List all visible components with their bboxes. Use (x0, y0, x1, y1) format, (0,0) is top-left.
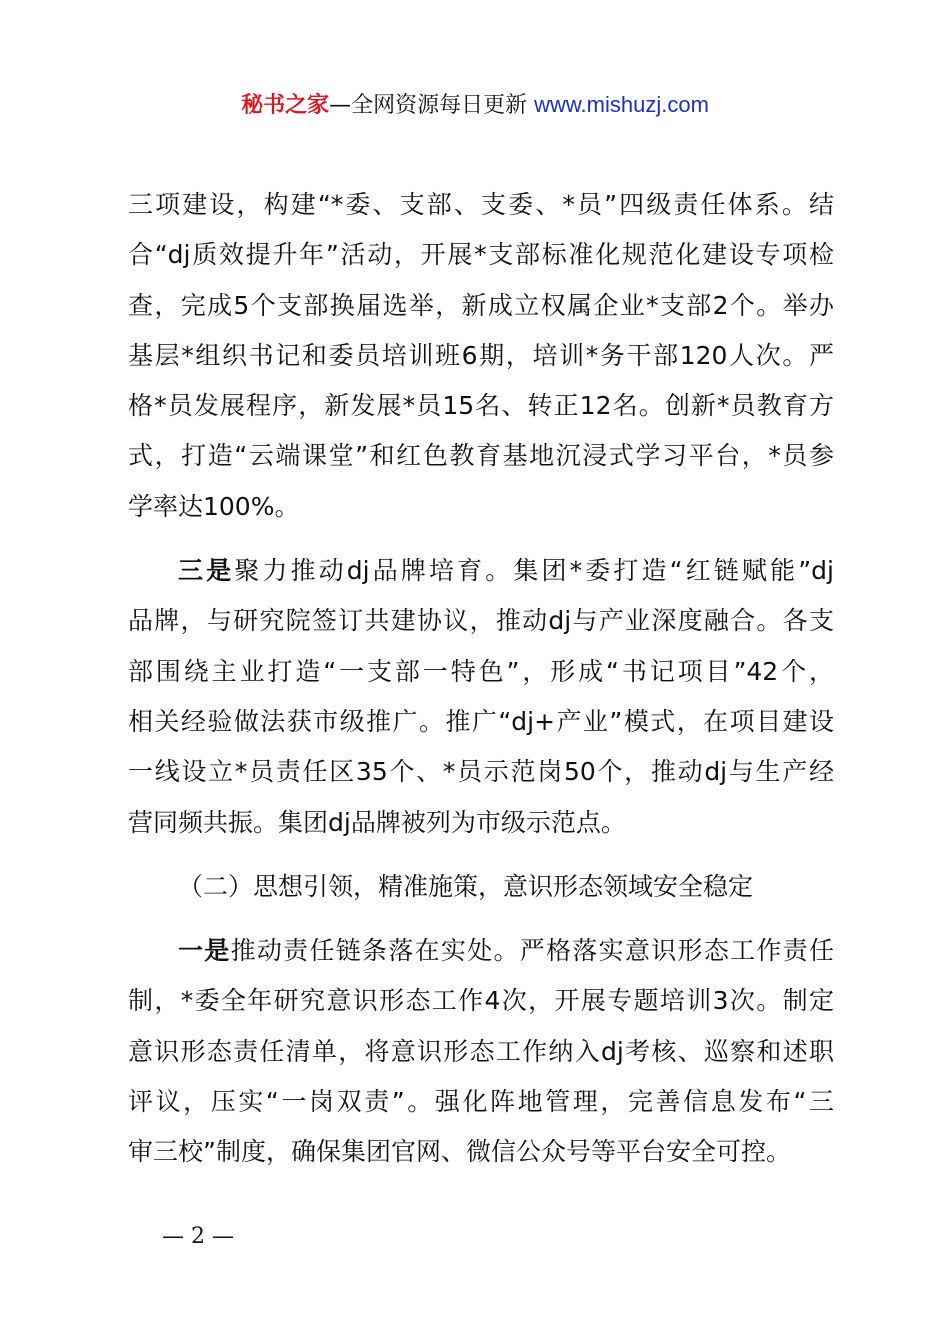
text-line (128, 546, 834, 596)
text-span: 聚力推动dj品牌培育。集团*委打造“红链赋能”dj (234, 556, 834, 586)
text-line: 营同频共振。集团dj品牌被列为市级示范点。 (128, 807, 626, 837)
text-line: 制，*委全年研究意识形态工作4次，开展专题培训3次。制定 (128, 986, 834, 1016)
paragraph-1 (128, 180, 834, 532)
text-line: 三项建设，构建“*委、支部、支委、*员”四级责任体系。结 (128, 190, 834, 219)
lead-phrase: 一是 (178, 936, 231, 966)
text-line: 审三校”制度，确保集团官网、微信公众号等平台安全可控。 (128, 1137, 791, 1167)
heading-line: （二）思想引领，精准施策，意识形态领域安全稳定 (178, 871, 754, 901)
paragraph-2 (128, 546, 834, 848)
text-line: 查，完成5个支部换届选举，新成立权属企业*支部2个。举办 (128, 290, 834, 320)
page-header (0, 90, 950, 121)
header-tagline: —全网资源每日更新 (329, 93, 535, 118)
text-line: 部围绕主业打造“一支部一特色”，形成“书记项目”42个， (128, 656, 834, 686)
section-heading (128, 862, 834, 912)
text-line: 学率达100%。 (128, 491, 300, 521)
text-span: 推动责任链条落在实处。严格落实意识形态工作责任 (230, 936, 834, 966)
paragraph-3 (128, 926, 834, 1177)
text-line (128, 926, 834, 976)
brand-name: 秘书之家 (241, 93, 330, 118)
site-url[interactable]: www.mishuzj.com (534, 92, 709, 117)
text-line: 基层*组织书记和委员培训班6期，培训*务干部120人次。严 (128, 340, 834, 370)
text-line: 合“dj质效提升年”活动，开展*支部标准化规范化建设专项检 (128, 240, 834, 270)
text-line: 式，打造“云端课堂”和红色教育基地沉浸式学习平台，*员参 (128, 441, 834, 471)
page-number: — 2 — (162, 1224, 234, 1249)
text-line: 一线设立*员责任区35个、*员示范岗50个，推动dj与生产经 (128, 757, 834, 787)
text-line: 意识形态责任清单，将意识形态工作纳入dj考核、巡察和述职 (128, 1036, 834, 1066)
lead-phrase: 三是 (178, 556, 235, 586)
text-line: 品牌，与研究院签订共建协议，推动dj与产业深度融合。各支 (128, 606, 834, 636)
text-line: 相关经验做法获市级推广。推广“dj+产业”模式，在项目建设 (128, 706, 834, 736)
document-body (128, 180, 834, 1178)
text-line: 评议，压实“一岗双责”。强化阵地管理，完善信息发布“三 (128, 1087, 834, 1117)
text-line: 格*员发展程序，新发展*员15名、转正12名。创新*员教育方 (128, 391, 834, 421)
